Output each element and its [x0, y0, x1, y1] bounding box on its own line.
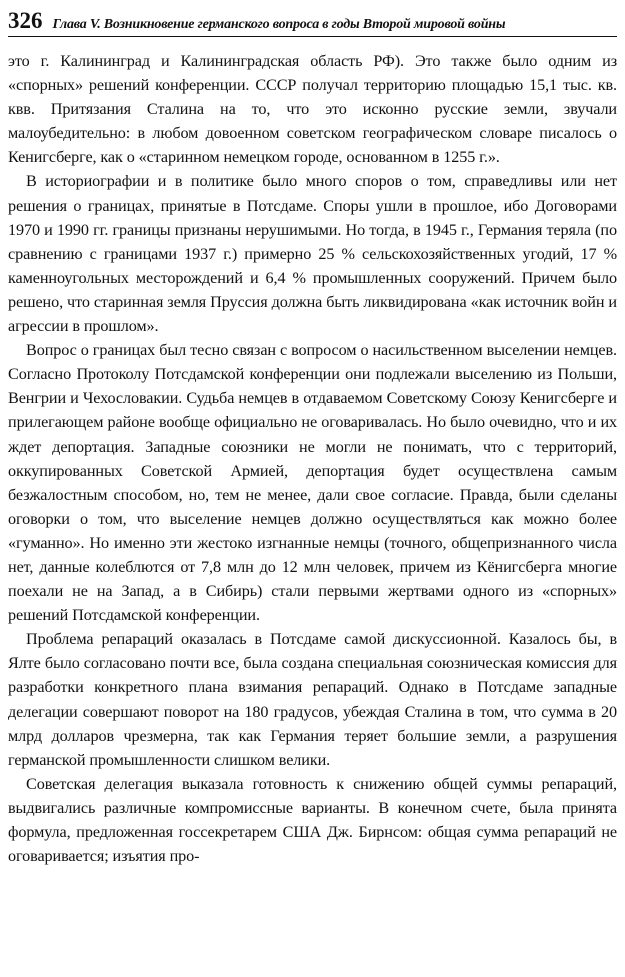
body-text [8, 49, 617, 868]
paragraph: Вопрос о границах был тесно связан с вопросом о насильственном выселении немцев. Согласно Протоколу Потсдамской конференции они подлежали выселению из Польши, Венгрии и Чехословакии. Судьба немцев в отдаваемом Советскому Союзу Кенигсберге и прилегающем районе вообще официально не оговаривалась. Но было очевидно, что и их ждет депортация. Западные союзники не могли не понимать, что с территорий, оккупированных Советской Армией, депортация будет осуществлена самым безжалостным способом, но, тем не менее, дали свое согласие. Правда, были сделаны оговорки о том, что выселение немцев должно осуществляться как можно более «гуманно». Но именно эти жестоко изгнанные немцы (точного, общепризнанного числа нет, данные колеблются от 7,8 млн до 12 млн человек, причем из Кёнигсберга многие поехали не на Запад, а в Сибирь) стали первыми жертвами одного из «спорных» решений Потсдамской конференции. [8, 341, 617, 625]
page-header [8, 8, 617, 37]
paragraph: это г. Калининград и Калининградская область РФ). Это также было одним из «спорных» решений конференции. СССР получал территорию площадью 15,1 тыс. кв. квв. Притязания Сталина на то, что это исконно русские земли, звучали малоубедительно: в любом довоенном советском географическом словаре писалось о Кенигсберге, как о «старинном немецком городе, основанном в 1255 г.». [8, 52, 617, 167]
running-head: Глава V. Возникновение германского вопроса в годы Второй мировой войны [52, 17, 506, 32]
paragraph: Советская делегация выказала готовность к снижению общей суммы репараций, выдвигались различные компромиссные варианты. В конечном счете, была принята формула, предложенная госсекретарем США Дж. Бирнсом: общая сумма репараций не оговаривается; изъятия про- [8, 774, 617, 866]
paragraph: Проблема репараций оказалась в Потсдаме самой дискуссионной. Казалось бы, в Ялте было согласовано почти все, была создана специальная союзническая комиссия для разработки конкретного плана взимания репараций. Однако в Потсдаме западные делегации совершают поворот на 180 градусов, убеждая Сталина в том, что сумма в 20 млрд долларов чрезмерна, так как Германия теряет большие земли, а разрушения германской промышленности слишком велики. [8, 630, 617, 769]
paragraph: В историографии и в политике было много споров о том, справедливы или нет решения о границах, принятые в Потсдаме. Споры ушли в прошлое, ибо Договорами 1970 и 1990 гг. границы признаны нерушимыми. Но тогда, в 1945 г., Германия теряла (по сравнению с границами 1937 г.) примерно 25 % сельскохозяйственных угодий, 17 % каменноугольных месторождений и 6,4 % промышленных сооружений. Причем было решено, что старинная земля Пруссия должна быть ликвидирована «как источник войн и агрессии в прошлом». [8, 172, 617, 336]
page-number: 326 [8, 8, 43, 33]
